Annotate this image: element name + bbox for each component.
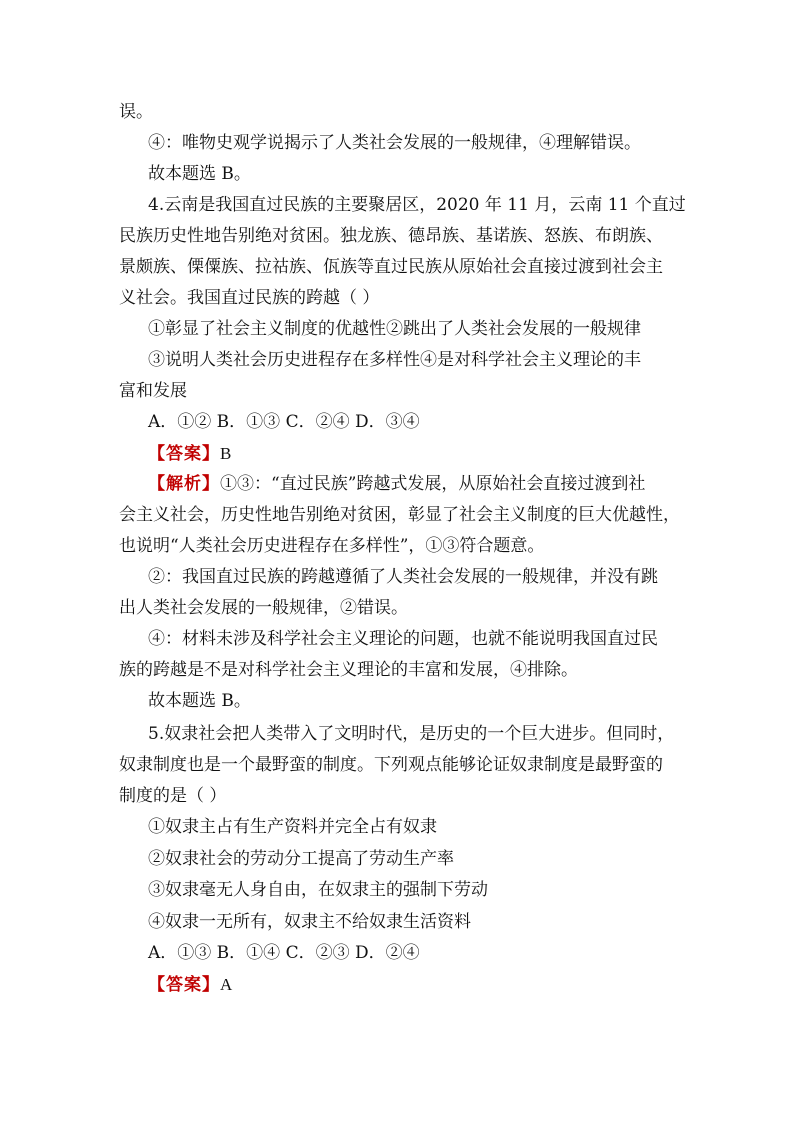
answer-choices: A．①② B．①③ C．②④ D．③④ <box>148 412 420 432</box>
text-line: 故本题选 B。 <box>148 164 251 184</box>
text-line: 会主义社会，历史性地告别绝对贫困，彰显了社会主义制度的巨大优越性， <box>119 505 680 525</box>
text-line: 民族历史性地告别绝对贫困。独龙族、德昂族、基诺族、怒族、布朗族、 <box>119 226 663 246</box>
text-line: 富和发展 <box>119 381 187 401</box>
answer-value: A <box>220 975 233 994</box>
option-statement: ④奴隶一无所有，奴隶主不给奴隶生活资料 <box>148 912 471 932</box>
answer-line <box>0 438 794 469</box>
text-line: 景颇族、傈僳族、拉祜族、佤族等直过民族从原始社会直接过渡到社会主 <box>119 257 663 277</box>
option-statement: ①奴隶主占有生产资料并完全占有奴隶 <box>148 817 437 837</box>
analysis-line <box>0 469 794 500</box>
text-line: 义社会。我国直过民族的跨越（ ） <box>119 288 380 308</box>
analysis-tag: 【解析】 <box>148 474 220 494</box>
answer-choices: A．①③ B．①④ C．②③ D．②④ <box>148 943 420 963</box>
option-statement: ③奴隶毫无人身自由，在奴隶主的强制下劳动 <box>148 880 488 900</box>
question-5-stem: 5.奴隶社会把人类带入了文明时代，是历史的一个巨大进步。但同时， <box>148 724 675 744</box>
answer-value: B <box>220 444 232 463</box>
answer-tag: 【答案】 <box>148 975 220 995</box>
option-statement: ②奴隶社会的劳动分工提高了劳动生产率 <box>148 849 454 869</box>
text-line: 出人类社会发展的一般规律，②错误。 <box>119 598 408 618</box>
text-line: 制度的是（ ） <box>119 786 227 806</box>
text-line: ④：唯物史观学说揭示了人类社会发展的一般规律，④理解错误。 <box>148 133 641 153</box>
text-line: 故本题选 B。 <box>148 691 251 711</box>
answer-line <box>0 969 794 1000</box>
text-line: ②：我国直过民族的跨越遵循了人类社会发展的一般规律，并没有跳 <box>148 567 658 587</box>
option-statement: ①彰显了社会主义制度的优越性②跳出了人类社会发展的一般规律 <box>148 319 641 339</box>
text-line: 族的跨越是不是对科学社会主义理论的丰富和发展，④排除。 <box>119 660 578 680</box>
option-statement: ③说明人类社会历史进程存在多样性④是对科学社会主义理论的丰 <box>148 350 641 370</box>
analysis-text: ①③：“直过民族”跨越式发展，从原始社会直接过渡到社 <box>220 474 646 494</box>
text-line: 也说明“人类社会历史进程存在多样性”，①③符合题意。 <box>119 536 545 556</box>
text-line: ④：材料未涉及科学社会主义理论的问题，也就不能说明我国直过民 <box>148 629 658 649</box>
text-line: 奴隶制度也是一个最野蛮的制度。下列观点能够论证奴隶制度是最野蛮的 <box>119 755 663 775</box>
answer-tag: 【答案】 <box>148 444 220 464</box>
question-4-stem: 4.云南是我国直过民族的主要聚居区，2020 年 11 月，云南 11 个直过 <box>148 195 686 215</box>
text-line: 误。 <box>119 102 153 122</box>
